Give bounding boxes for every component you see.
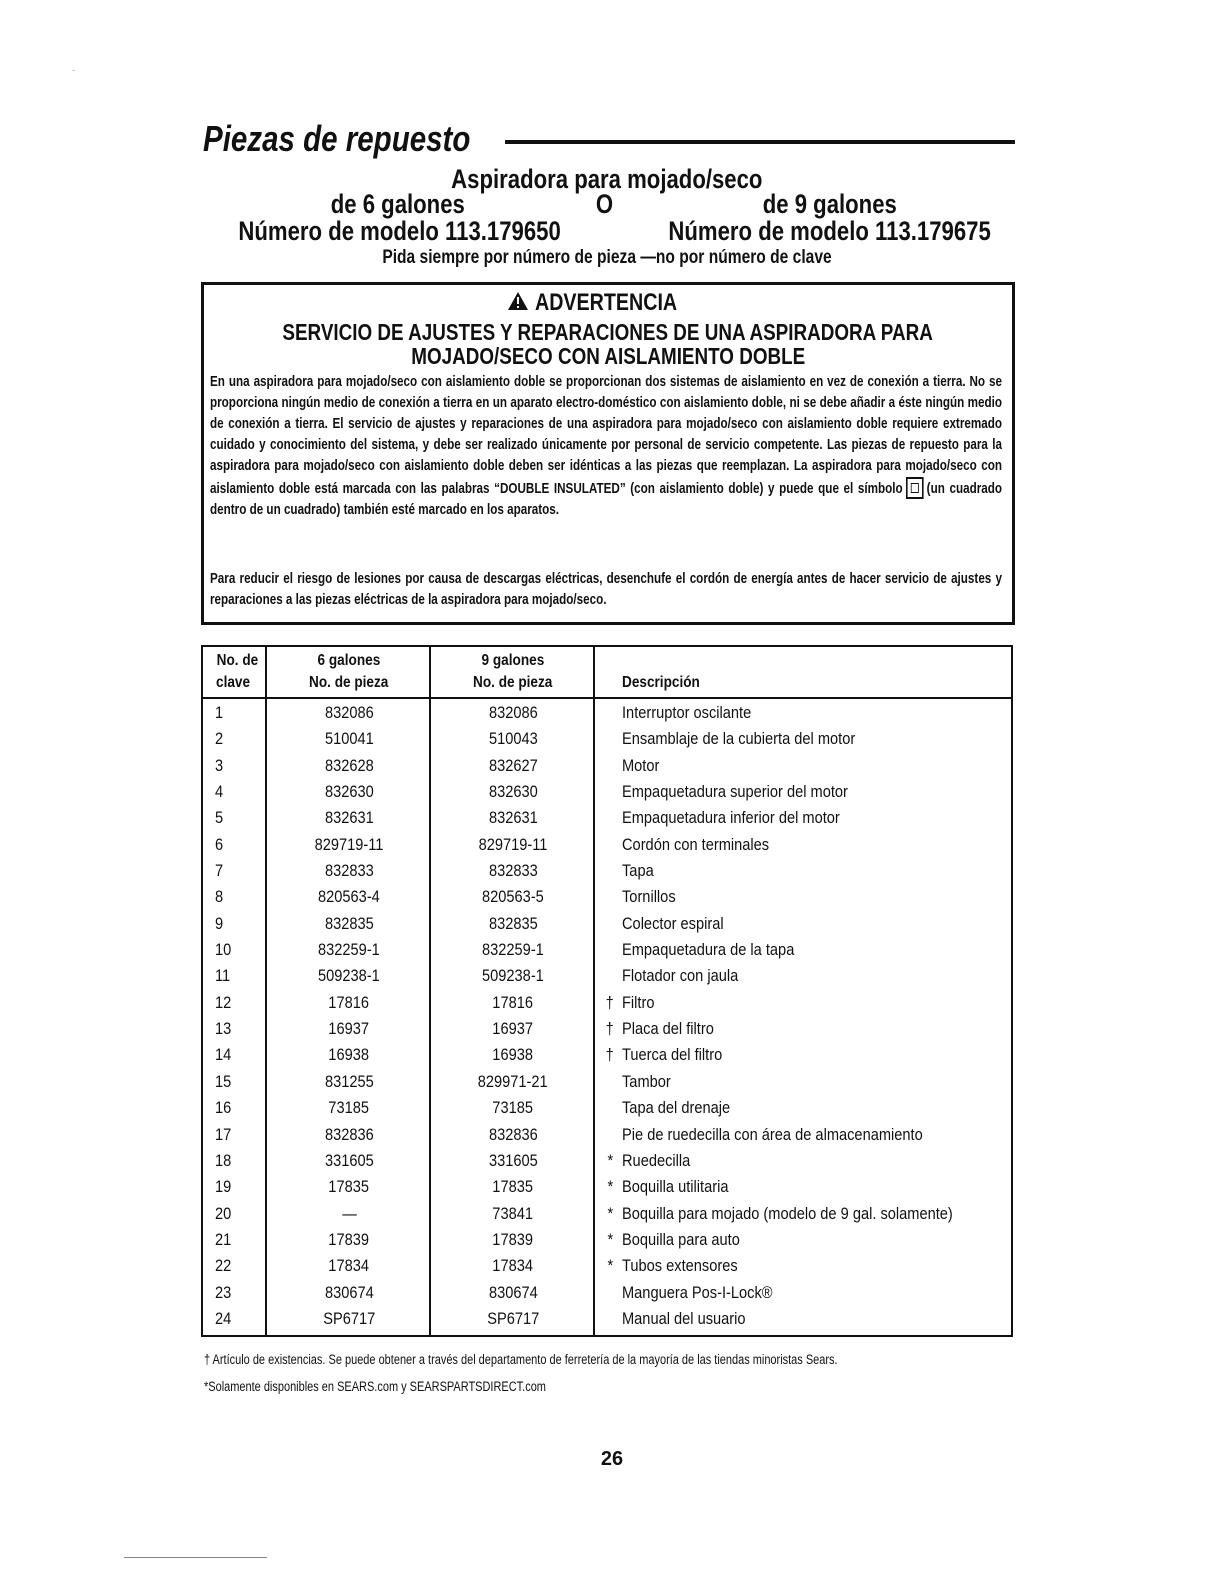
cell-description: Empaquetadura inferior del motor xyxy=(622,808,840,828)
cell-part-9gal: 829719-11 xyxy=(478,834,548,854)
cell-availability-mark: † xyxy=(605,1019,615,1039)
cell-part-9gal: 832631 xyxy=(488,808,538,828)
table-row xyxy=(203,1253,1011,1279)
warning-paragraph-2: Para reducir el riesgo de lesiones por causa de descargas eléctricas, desenchufe el cordón de energía antes de hacer servicio de ajustes y reparaciones a las piezas eléctricas de la aspiradora para mojado/seco. xyxy=(210,571,1002,608)
cell-part-9gal: 830674 xyxy=(488,1282,538,1302)
cell-key: 12 xyxy=(215,992,232,1012)
cell-description: Pie de ruedecilla con área de almacenamiento xyxy=(622,1124,923,1144)
cell-key: 22 xyxy=(215,1256,232,1276)
cell-availability-mark xyxy=(601,858,619,884)
table-row xyxy=(203,1306,1011,1332)
cell-key: 23 xyxy=(215,1282,232,1302)
cell-key: 17 xyxy=(215,1124,232,1144)
cell-part-6gal: 509238-1 xyxy=(318,966,380,986)
cell-key: 3 xyxy=(215,755,224,775)
order-note: Pida siempre por número de pieza —no por número de clave xyxy=(382,247,832,268)
cell-key: 18 xyxy=(215,1150,232,1170)
header-part-6gal: 6 galones No. de pieza xyxy=(309,652,389,691)
cell-part-6gal: 73185 xyxy=(328,1098,370,1118)
warning-heading-1: SERVICIO DE AJUSTES Y REPARACIONES DE UNA ASPIRADORA PARA xyxy=(282,319,934,345)
table-body xyxy=(203,700,1011,1332)
cell-part-6gal: 820563-4 xyxy=(318,887,380,907)
cell-part-6gal: 830674 xyxy=(324,1282,374,1302)
cell-description: Tapa del drenaje xyxy=(622,1098,731,1118)
table-row xyxy=(203,1069,1011,1095)
cell-description: Tapa xyxy=(622,861,654,881)
table-row xyxy=(203,990,1011,1016)
table-row xyxy=(203,753,1011,779)
cell-part-6gal: 16937 xyxy=(328,1019,370,1039)
header-description: Descripción xyxy=(622,674,700,691)
header-part-9gal: 9 galones No. de pieza xyxy=(473,652,553,691)
cell-part-6gal: 829719-11 xyxy=(314,834,384,854)
cell-description: Manguera Pos-I-Lock® xyxy=(622,1282,773,1302)
cell-description: Tubos extensores xyxy=(622,1256,738,1276)
cell-part-6gal: 17835 xyxy=(328,1177,370,1197)
cell-key: 4 xyxy=(215,782,224,802)
table-row xyxy=(203,1227,1011,1253)
cell-availability-mark xyxy=(601,963,619,989)
left-model: Número de modelo 113.179650 xyxy=(238,216,562,246)
cell-availability-mark xyxy=(601,884,619,910)
table-row xyxy=(203,700,1011,726)
cell-description: Boquilla para mojado (modelo de 9 gal. solamente) xyxy=(622,1203,953,1223)
cell-availability-mark xyxy=(601,911,619,937)
cell-description: Empaquetadura de la tapa xyxy=(622,940,795,960)
scan-speck xyxy=(72,70,75,71)
cell-part-6gal: 832628 xyxy=(324,755,374,775)
cell-part-9gal: 73841 xyxy=(492,1203,534,1223)
cell-key: 9 xyxy=(215,913,224,933)
cell-description: Boquilla utilitaria xyxy=(622,1177,729,1197)
cell-part-9gal: 17835 xyxy=(492,1177,534,1197)
table-row xyxy=(203,858,1011,884)
cell-availability-mark xyxy=(601,753,619,779)
cell-availability-mark xyxy=(601,779,619,805)
cell-key: 10 xyxy=(215,940,232,960)
table-row xyxy=(203,1016,1011,1042)
header-divider xyxy=(203,697,1011,699)
cell-part-6gal: 510041 xyxy=(324,729,374,749)
cell-key: 19 xyxy=(215,1177,232,1197)
cell-availability-mark xyxy=(601,805,619,831)
cell-description: Tambor xyxy=(622,1071,671,1091)
cell-availability-mark: * xyxy=(607,1203,613,1223)
table-row xyxy=(203,1201,1011,1227)
cell-availability-mark xyxy=(601,700,619,726)
cell-part-6gal: 832086 xyxy=(324,703,374,722)
cell-part-9gal: 832086 xyxy=(488,703,538,722)
cell-part-6gal: 832835 xyxy=(324,913,374,933)
cell-availability-mark xyxy=(601,1306,619,1332)
cell-part-6gal: — xyxy=(341,1203,357,1223)
cell-part-9gal: 832259-1 xyxy=(482,940,544,960)
cell-availability-mark xyxy=(601,1280,619,1306)
table-row xyxy=(203,779,1011,805)
cell-part-9gal: 16937 xyxy=(492,1019,534,1039)
cell-part-6gal: 331605 xyxy=(324,1150,374,1170)
table-row xyxy=(203,832,1011,858)
cell-part-9gal: 509238-1 xyxy=(482,966,544,986)
cell-part-9gal: 510043 xyxy=(488,729,538,749)
cell-description: Motor xyxy=(622,755,660,775)
cell-part-6gal: 832259-1 xyxy=(318,940,380,960)
cell-key: 1 xyxy=(215,703,224,722)
cell-part-9gal: 832630 xyxy=(488,782,538,802)
right-model: Número de modelo 113.179675 xyxy=(668,216,992,246)
cell-part-9gal: 829971-21 xyxy=(478,1071,548,1091)
cell-key: 8 xyxy=(215,887,224,907)
table-row xyxy=(203,911,1011,937)
cell-key: 7 xyxy=(215,861,224,881)
cell-availability-mark: * xyxy=(607,1177,613,1197)
table-row xyxy=(203,805,1011,831)
cell-description: Manual del usuario xyxy=(622,1308,746,1328)
warning-paragraph-1: En una aspiradora para mojado/seco con aislamiento doble se proporcionan dos sistemas de aislamiento en vez de conexión a tierra. No se proporciona ningún medio de conexión a tierra en un aparato electro-doméstico con aislamiento doble, ni se debe añadir a éste ningún medio de conexión a tierra. El servicio de ajustes y reparaciones de una aspiradora para mojado/seco con aislamiento doble requiere extremado cuidado y conocimiento del sistema, y debe ser realizado únicamente por personal de servicio competente. Las piezas de repuesto para la aspiradora para mojado/seco con aislamiento doble deben ser idénticas a las piezas que reemplazan. La aspiradora para mojado/seco con aislamiento doble está marcada con las palabras “DOUBLE INSULATED” (con aislamiento doble) y puede que el símbolo (un cuadrado dentro de un cuadrado) también esté marcado en los aparatos. xyxy=(210,374,1002,518)
table-row xyxy=(203,1042,1011,1068)
cell-part-6gal: 832836 xyxy=(324,1124,374,1144)
warning-triangle-icon xyxy=(507,291,529,311)
table-row xyxy=(203,1095,1011,1121)
cell-availability-mark xyxy=(601,1069,619,1095)
cell-description: Ruedecilla xyxy=(622,1150,691,1170)
cell-part-6gal: 832630 xyxy=(324,782,374,802)
cell-key: 11 xyxy=(215,966,231,986)
cell-part-9gal: 17834 xyxy=(492,1256,534,1276)
cell-part-9gal: 832835 xyxy=(488,913,538,933)
cell-key: 15 xyxy=(215,1071,232,1091)
warning-box xyxy=(201,282,1015,625)
cell-part-9gal: 16938 xyxy=(492,1045,534,1065)
cell-key: 5 xyxy=(215,808,224,828)
cell-part-9gal: 73185 xyxy=(492,1098,534,1118)
table-row xyxy=(203,1122,1011,1148)
cell-key: 16 xyxy=(215,1098,232,1118)
cell-description: Interruptor oscilante xyxy=(622,703,752,722)
cell-description: Placa del filtro xyxy=(622,1019,714,1039)
cell-key: 14 xyxy=(215,1045,232,1065)
footnote-star: *Solamente disponibles en SEARS.com y SEARSPARTSDIRECT.com xyxy=(204,1379,546,1394)
title-rule xyxy=(505,140,1015,144)
cell-part-6gal: 16938 xyxy=(328,1045,370,1065)
product-name: Aspiradora para mojado/seco xyxy=(451,164,763,194)
cell-key: 24 xyxy=(215,1308,232,1328)
cell-availability-mark xyxy=(601,937,619,963)
cell-availability-mark: * xyxy=(607,1256,613,1276)
cell-part-9gal: 832627 xyxy=(488,755,538,775)
table-row xyxy=(203,884,1011,910)
cell-part-6gal: 832631 xyxy=(324,808,374,828)
section-title xyxy=(203,118,1015,162)
cell-part-9gal: 331605 xyxy=(488,1150,538,1170)
scan-mark xyxy=(124,1557,267,1558)
cell-part-6gal: 17834 xyxy=(328,1256,370,1276)
table-row xyxy=(203,1280,1011,1306)
right-size: de 9 galones xyxy=(762,189,898,219)
cell-part-9gal: 832836 xyxy=(488,1124,538,1144)
cell-availability-mark: † xyxy=(605,1045,615,1065)
cell-availability-mark: * xyxy=(607,1229,613,1249)
cell-description: Flotador con jaula xyxy=(622,966,739,986)
page-number: 26 xyxy=(600,1448,624,1470)
cell-availability-mark xyxy=(601,832,619,858)
cell-part-6gal: 831255 xyxy=(324,1071,374,1091)
cell-availability-mark: † xyxy=(605,992,615,1012)
cell-description: Ensamblaje de la cubierta del motor xyxy=(622,729,856,749)
left-size: de 6 galones xyxy=(330,189,466,219)
cell-key: 21 xyxy=(215,1229,232,1249)
footnote-dagger: † Artículo de existencias. Se puede obtener a través del departamento de ferretería de la mayoría de las tiendas minoristas Sears. xyxy=(204,1352,838,1367)
cell-part-6gal: 17816 xyxy=(328,992,370,1012)
cell-part-6gal: 17839 xyxy=(328,1229,370,1249)
cell-key: 6 xyxy=(215,834,224,854)
cell-key: 13 xyxy=(215,1019,232,1039)
cell-description: Empaquetadura superior del motor xyxy=(622,782,848,802)
header-key: No. de clave xyxy=(216,652,259,691)
cell-part-9gal: 17839 xyxy=(492,1229,534,1249)
table-row xyxy=(203,726,1011,752)
double-insulated-symbol-icon xyxy=(906,477,924,499)
cell-key: 2 xyxy=(215,729,224,749)
cell-description: Cordón con terminales xyxy=(622,834,770,854)
cell-description: Boquilla para auto xyxy=(622,1229,740,1249)
cell-part-9gal: 17816 xyxy=(492,992,534,1012)
table-row xyxy=(203,963,1011,989)
cell-part-9gal: 820563-5 xyxy=(482,887,544,907)
cell-description: Colector espiral xyxy=(622,913,724,933)
cell-description: Tornillos xyxy=(622,887,676,907)
page-title: Piezas de repuesto xyxy=(203,118,471,159)
parts-table xyxy=(201,645,1013,1337)
cell-availability-mark xyxy=(601,1095,619,1121)
cell-availability-mark: * xyxy=(607,1150,613,1170)
or-word: O xyxy=(596,189,614,219)
cell-key: 20 xyxy=(215,1203,232,1223)
cell-part-9gal: SP6717 xyxy=(486,1308,540,1328)
warning-label-row xyxy=(204,289,1012,317)
cell-part-6gal: 832833 xyxy=(324,861,374,881)
table-row xyxy=(203,937,1011,963)
cell-description: Tuerca del filtro xyxy=(622,1045,723,1065)
cell-part-9gal: 832833 xyxy=(488,861,538,881)
cell-description: Filtro xyxy=(622,992,655,1012)
cell-availability-mark xyxy=(601,726,619,752)
warning-heading-2: MOJADO/SECO CON AISLAMIENTO DOBLE xyxy=(410,343,805,369)
warning-label: ADVERTENCIA xyxy=(535,289,678,316)
table-row xyxy=(203,1148,1011,1174)
cell-availability-mark xyxy=(601,1122,619,1148)
cell-part-6gal: SP6717 xyxy=(322,1308,376,1328)
table-row xyxy=(203,1174,1011,1200)
